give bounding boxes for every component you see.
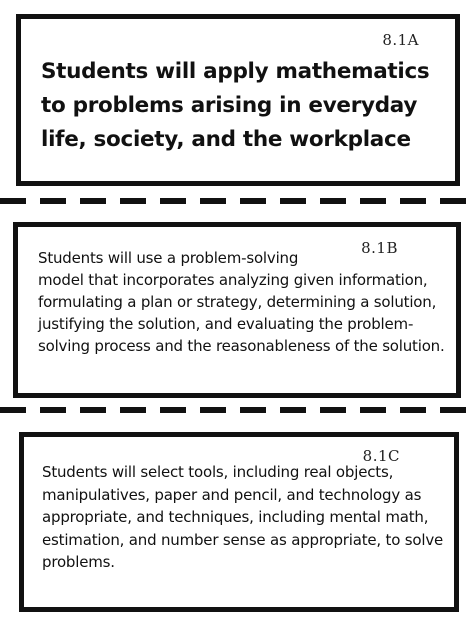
standard-card-8-1a <box>16 14 460 186</box>
standard-statement: Students will use a problem-solving model that incorporates analyzing given information, formulating a plan or strategy, determining a solution, justifying the solution, and evaluating the problem-solving process and the reasonableness of the solution. <box>38 249 445 355</box>
standard-card-8-1c <box>19 432 459 612</box>
standard-card-8-1b <box>13 222 461 398</box>
standard-code: 8.1B <box>361 239 398 257</box>
cut-line-divider <box>0 198 474 204</box>
standard-code: 8.1A <box>382 31 419 49</box>
standard-statement: Students will apply mathematics to problems arising in everyday life, society, and the workplace <box>41 59 430 152</box>
cut-line-divider <box>0 407 474 413</box>
standard-code: 8.1C <box>362 447 400 465</box>
standard-statement: Students will select tools, including real objects, manipulatives, paper and pencil, and technology as appropriate, and techniques, including mental math, estimation, and number sense as appropriate, to solve problems. <box>42 463 444 571</box>
